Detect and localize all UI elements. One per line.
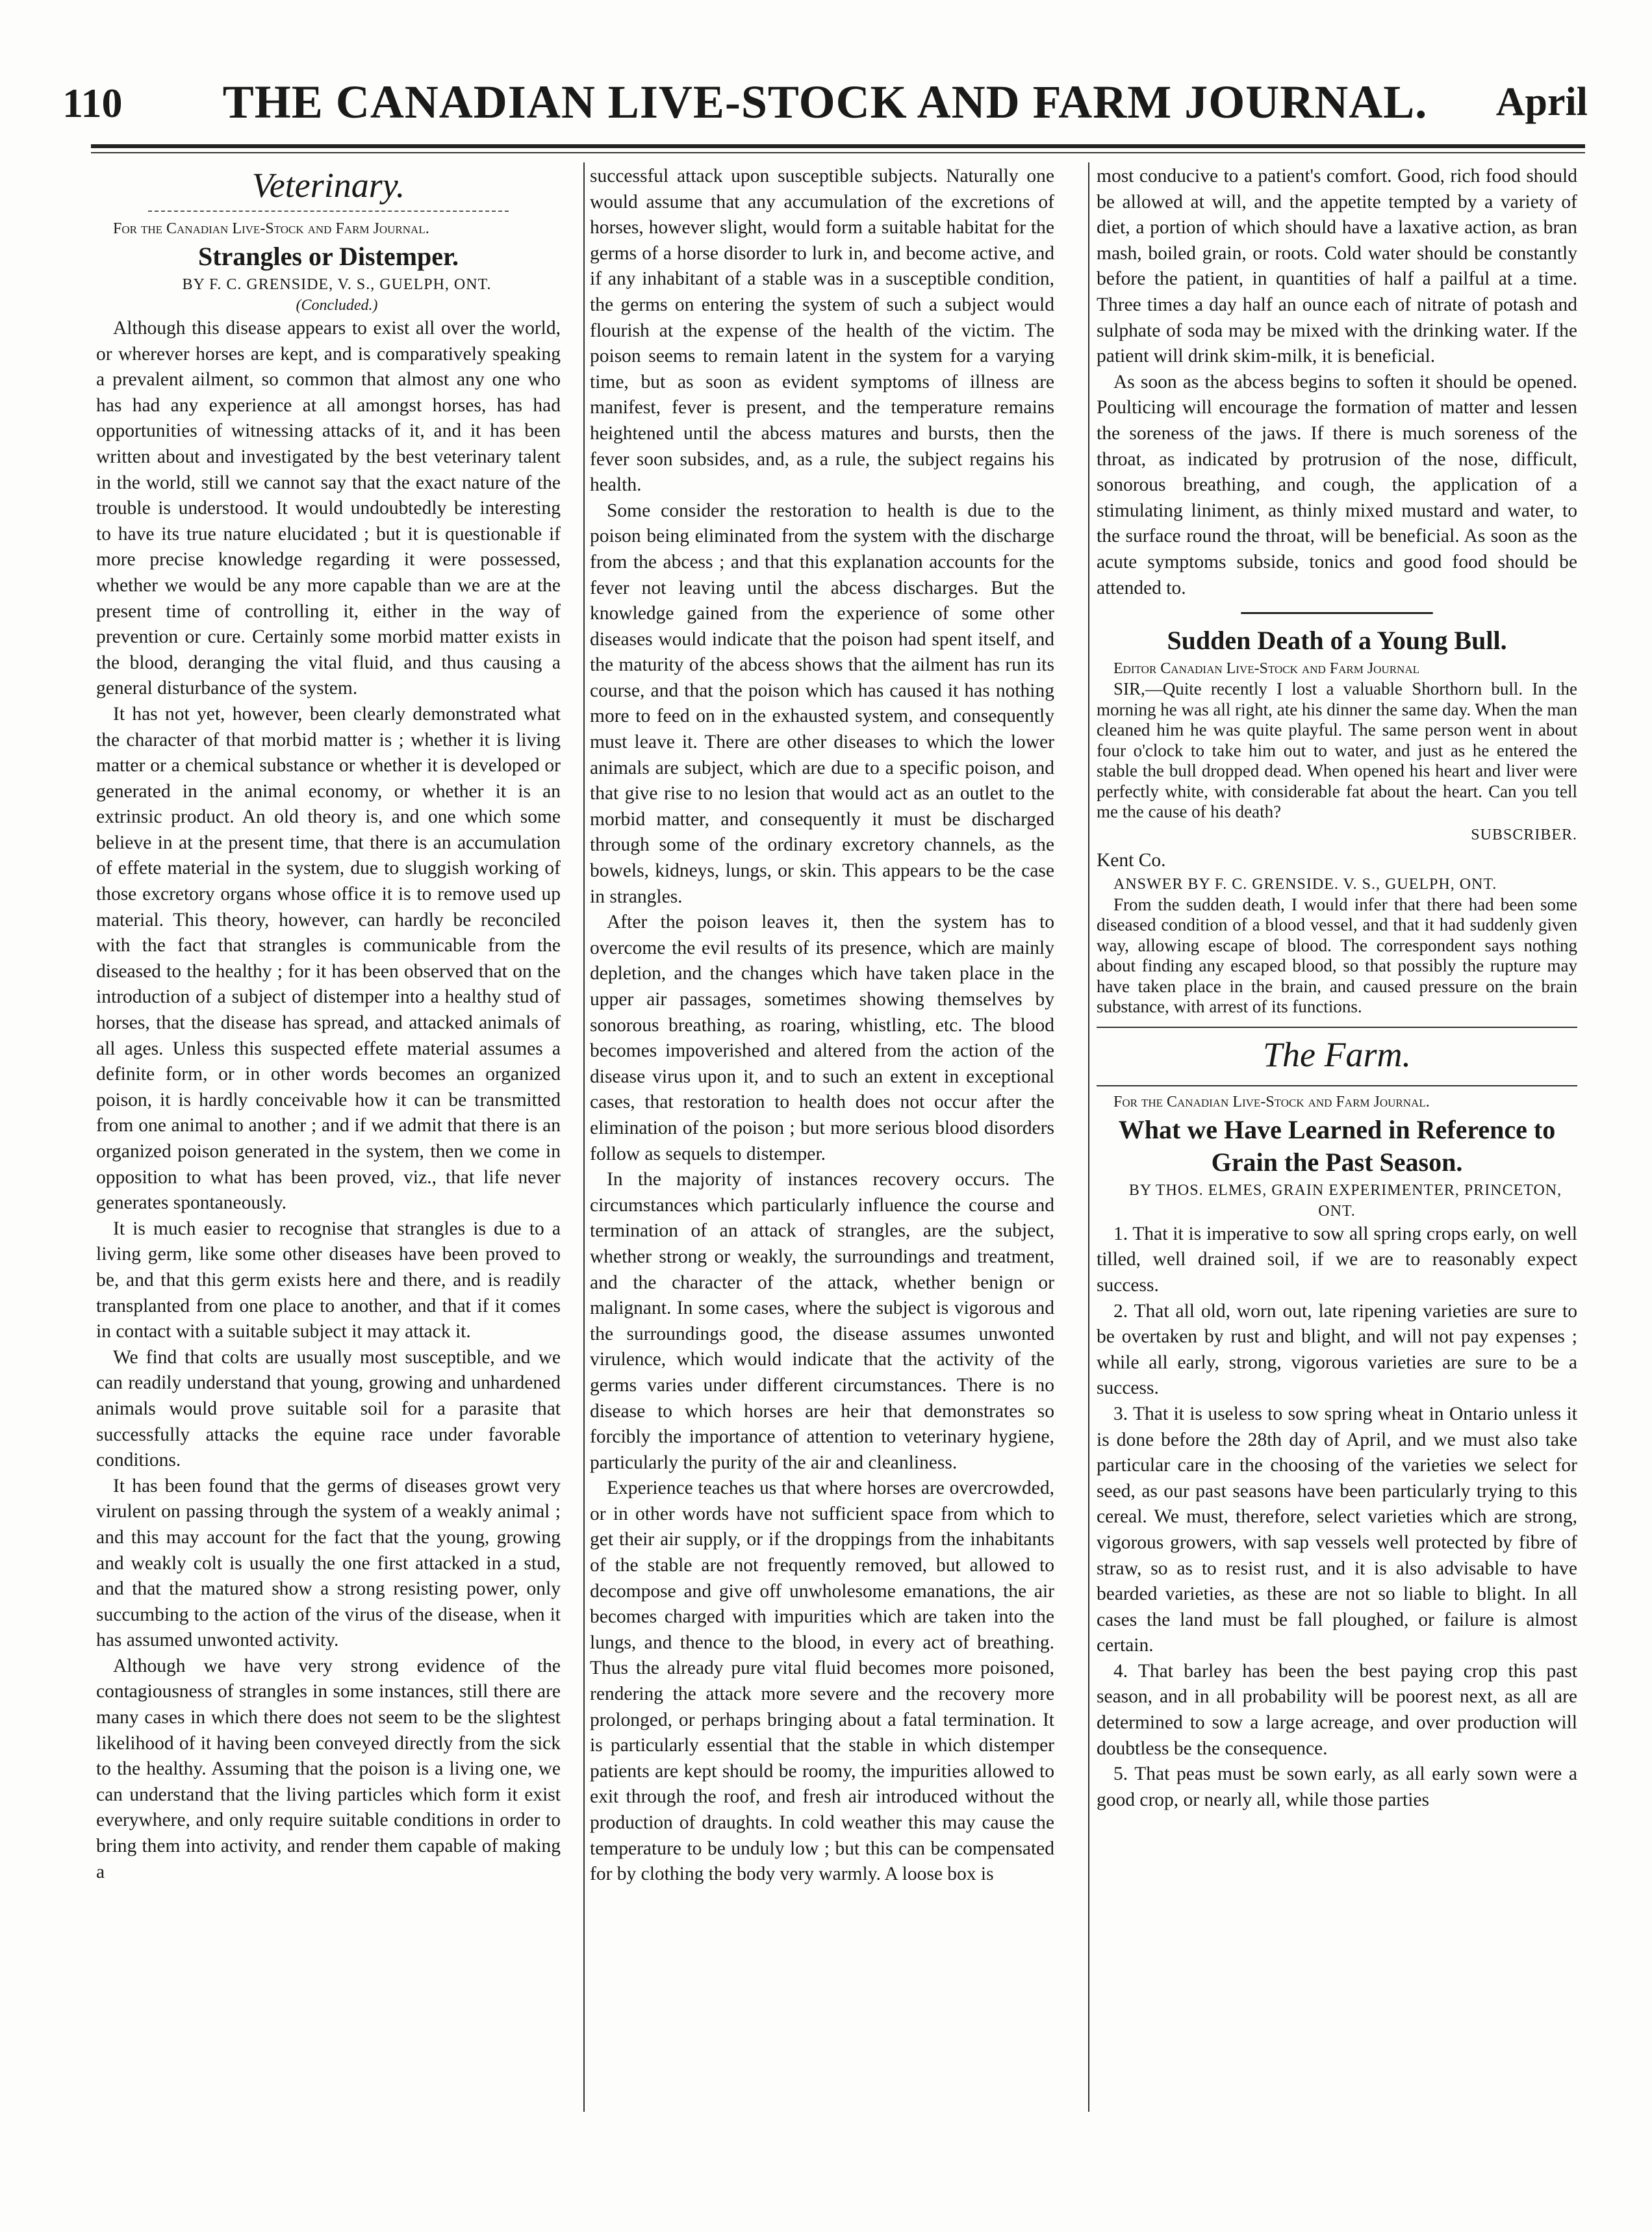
- paragraph: Although this disease appears to exist all over the world, or wherever horses are kept, and is comparatively speaking a prevalent ailment, so common that almost any one who has had any experience at all amongst horses, has had opportunities of witnessing attacks of it, and it has been written about and investigated by the best veterinary talent in the world, still we cannot say that the exact nature of the trouble is understood. It would undoubtedly be interesting to have its true nature elucidated ; but it is questionable if more precise knowledge regarding it were possessed, whether we would be any more capable than we are at the present time of controlling it, either in the way of prevention or cure. Certainly some morbid matter exists in the blood, deranging the vital fluid, and thus causing a general disturbance of the system.: [96, 318, 561, 699]
- column-2: [590, 164, 1054, 2139]
- list-item: 4. That barley has been the best paying crop this past season, and in all probability will be poorest next, as all are determined to sow a large acreage, and over production will doubtless be the consequence.: [1097, 1660, 1577, 1759]
- divider: [1097, 1085, 1577, 1086]
- paragraph: most conducive to a patient's comfort. Good, rich food should be allowed at will, and the appetite tempted by a variety of diet, a portion of which should have a laxative action, as bran mash, boiled grain, or roots. Cold water should be constantly before the patient, in quantities of half a pailful at a time. Three times a day half an ounce each of nitrate of potash and sulphate of soda may be mixed with the drinking water. If the patient will drink skim-milk, it is beneficial.: [1097, 166, 1577, 367]
- divider: [1097, 1027, 1577, 1028]
- header-rule: [91, 144, 1585, 148]
- article-credit: For the Canadian Live-Stock and Farm Journal.: [113, 220, 429, 237]
- paragraph: It is much easier to recognise that strangles is due to a living germ, like some other diseases have been proved to be, and that this germ exists here and there, and is readily transplanted from one place to another, and that if it comes in contact with a suitable subject it may attack it.: [96, 1218, 561, 1342]
- concluded-note: (Concluded.): [296, 297, 378, 314]
- paragraph: Although we have very strong evidence of the contagiousness of strangles in some instances, still there are many cases in which there does not seem to be the slightest likelihood of it having been conveyed directly from the sick to the healthy. Assuming that the poison is a living one, we can understand that the living particles which form it exist everywhere, and only require suitable conditions in order to bring them into activity, and render them capable of making a: [96, 1655, 561, 1882]
- letter-credit: Editor Canadian Live-Stock and Farm Journal: [1113, 660, 1419, 678]
- page-number: 110: [62, 80, 123, 126]
- letter-body: SIR,—Quite recently I lost a valuable Shorthorn bull. In the morning he was all right, ate his dinner the same day. When the man cleaned him he was quite playful. The same person went in about four o'clock to take him out to water, and just as he entered the stable the bull dropped dead. When opened his heart and liver were perfectly white, with considerable fat about the heart. Can you tell me the cause of his death?: [1097, 679, 1577, 822]
- paragraph: As soon as the abcess begins to soften it should be opened. Poulticing will encourage the formation of matter and lessen the soreness of the jaws. If there is much soreness of the throat, as indicated by protrusion of the nose, difficult, sonorous breathing, and cough, the application of a stimulating liniment, as thinly mixed mustard and water, to the surface round the throat, will be beneficial. As soon as the acute symptoms subside, tonics and good food should be attended to.: [1097, 371, 1577, 598]
- masthead: [62, 73, 1588, 144]
- answer-byline: ANSWER BY F. C. GRENSIDE. V. S., GUELPH, ONT.: [1113, 875, 1497, 893]
- list-item: 5. That peas must be sown early, as all early sown were a good crop, or nearly all, while those parties: [1097, 1764, 1577, 1810]
- divider: [148, 211, 509, 212]
- paragraph: It has not yet, however, been clearly demonstrated what the character of that morbid matter is ; whether it is living matter or a chemical substance or whether it is developed or generated in the animal economy, or whether it is an extrinsic product. An old theory is, and one which some believe in at the present time, that there is an accumulation of effete material in the system, due to sluggish working of those excretory organs whose office it is to remove used up material. This theory, however, can hardly be reconciled with the fact that strangles is communicable from the diseased to the healthy ; for it has been observed that on the introduction of a subject of distemper into a healthy stud of horses, that the disease has spread, and attacked animals of all ages. Unless this suspected effete material assumes a definite form, or in other words becomes an organized poison, it is hardly conceivable how it can be transmitted from one animal to another ; and if we admit that there is an organized poison generated in the system, then we come in opposition to what has been proved, viz., that life never generates spontaneously.: [96, 703, 561, 1214]
- article-byline: BY THOS. ELMES, GRAIN EXPERIMENTER, PRINCETON, ONT.: [1128, 1181, 1562, 1220]
- paragraph: successful attack upon susceptible subjects. Naturally one would assume that any accumulation of the excretions of horses, however slight, would form a suitable habitat for the germs of a horse disorder to lurk in, and become active, and if any inhabitant of a stable was in a susceptible condition, the germs on entering the system of such a subject would flourish at the expense of the health of the victim. The poison seems to remain latent in the system for a varying time, but as soon as evident symptoms of illness are manifest, fever is present, and the temperature remains heightened until the abcess matures and bursts, then the fever soon subsides, and, as a rule, the subject regains his health.: [590, 166, 1054, 496]
- column-3: [1097, 164, 1577, 2139]
- article-title: Strangles or Distemper.: [197, 242, 459, 271]
- section-heading-farm: The Farm.: [1263, 1034, 1411, 1074]
- section-heading-veterinary: Veterinary.: [251, 166, 405, 205]
- column-1: [96, 164, 561, 2139]
- letter-location: Kent Co.: [1097, 850, 1166, 871]
- header-rule-thin: [91, 152, 1585, 153]
- paragraph: It has been found that the germs of diseases growt very virulent on passing through the system of a weakly animal ; and this may account for the fact that the young, growing and weakly colt is usually the one first attacked in a stud, and that the matured show a strong resisting power, only succumbing to the action of the virus of the disease, when it has assumed unwonted activity.: [96, 1475, 561, 1651]
- article-title: What we Have Learned in Reference to Grain the Past Season.: [1118, 1114, 1556, 1177]
- journal-title: THE CANADIAN LIVE-STOCK AND FARM JOURNAL.: [222, 76, 1428, 128]
- paragraph: Experience teaches us that where horses are overcrowded, or in other words have not sufficient space from which to get their air supply, or if the droppings from the inhabitants of the stable are not frequently removed, but allowed to decompose and give off unwholesome emanations, the air becomes charged with impurities which are taken into the lungs, and thence to the blood, in every act of breathing. Thus the already pure vital fluid becomes more poisoned, rendering the attack more severe and the recovery more prolonged, or perhaps bringing about a fatal termination. It is particularly essential that the stable in which distemper patients are kept should be roomy, the impurities allowed to exit through the roof, and fresh air introduced without the production of draughts. In cold weather this may cause the temperature to be unduly low ; but this can be compensated for by clothing the body very warmly. A loose box is: [590, 1478, 1054, 1885]
- paragraph: Some consider the restoration to health is due to the poison being eliminated from the system with the discharge from the abcess ; and that this explanation accounts for the fever not leaving until the abcess discharges. But the knowledge gained from the experience of some other diseases would indicate that the poison had spent itself, and the maturity of the abcess shows that the ailment has run its course, and that the poison which has caused it has nothing more to feed on in the exhausted system, and consequently must leave it. There are other diseases to which the lower animals are subject, which are due to a specific poison, and that give rise to no lesion that would act as an outlet to the morbid matter, and consequently it must be discharged through some of the ordinary excretory channels, as the bowels, kidneys, lungs, or skin. This appears to be the case in strangles.: [590, 500, 1054, 907]
- list-item: 1. That it is imperative to sow all spring crops early, on well tilled, well drained soil, if we are to reasonably expect success.: [1097, 1223, 1577, 1296]
- article-credit: For the Canadian Live-Stock and Farm Journal.: [1113, 1093, 1430, 1110]
- column-divider: [1088, 162, 1089, 2112]
- letter-signature: SUBSCRIBER.: [1471, 826, 1577, 843]
- list-item: 3. That it is useless to sow spring wheat in Ontario unless it is done before the 28th day of April, and we must also take particular care in the choosing of the varieties we select for seed, as our past seasons have been particularly trying to this cereal. We must, therefore, select varieties which are strong, vigorous growers, with sap vessels well protected by fibre of straw, so as to resist rust, and it is also advisable to have bearded varieties, as these are not so liable to blight. In all cases the land must be fall ploughed, or failure is almost certain.: [1097, 1403, 1577, 1656]
- article-byline: BY F. C. GRENSIDE, V. S., GUELPH, ONT.: [182, 276, 492, 293]
- paragraph: In the majority of instances recovery occurs. The circumstances which particularly influence the course and termination of an attack of strangles, are the subject, whether strong or weakly, the surroundings and treatment, and the character of the attack, whether benign or malignant. In some cases, where the subject is vigorous and the surroundings good, the disease assumes unwonted virulence, which would indicate that the activity of the germs varies under different circumstances. There is no disease to which horses are heir that demonstrates so forcibly the importance of attention to veterinary hygiene, particularly the purity of the air and cleanliness.: [590, 1169, 1054, 1473]
- list-item: 2. That all old, worn out, late ripening varieties are sure to be overtaken by rust and blight, and will not pay expenses ; while all early, strong, vigorous varieties are sure to be a success.: [1097, 1300, 1577, 1399]
- ornament-divider: [1097, 608, 1577, 618]
- letter-title: Sudden Death of a Young Bull.: [1167, 626, 1507, 656]
- answer-body: From the sudden death, I would infer that there had been some diseased condition of a blood vessel, and that it had suddenly given way, allowing escape of blood. The correspondent says nothing about finding any escaped blood, so that possibly the rupture may have taken place in the brain, and caused pressure on the brain substance, with arrest of its functions.: [1097, 894, 1577, 1017]
- column-divider: [583, 162, 585, 2112]
- issue-month: April: [1495, 80, 1588, 124]
- paragraph: After the poison leaves it, then the system has to overcome the evil results of its presence, which are mainly depletion, and the changes which have taken place in the upper air passages, sometimes showing themselves by sonorous breathing, as roaring, whistling, etc. The blood becomes impoverished and altered from the action of the disease virus upon it, and to such an extent in exceptional cases, that restoration to health does not occur after the elimination of the poison ; but more serious blood disorders follow as sequels to distemper.: [590, 912, 1054, 1164]
- paragraph: We find that colts are usually most susceptible, and we can readily understand that young, growing and unhardened animals would prove suitable soil for a parasite that successfully attacks the equine race under favorable conditions.: [96, 1346, 561, 1471]
